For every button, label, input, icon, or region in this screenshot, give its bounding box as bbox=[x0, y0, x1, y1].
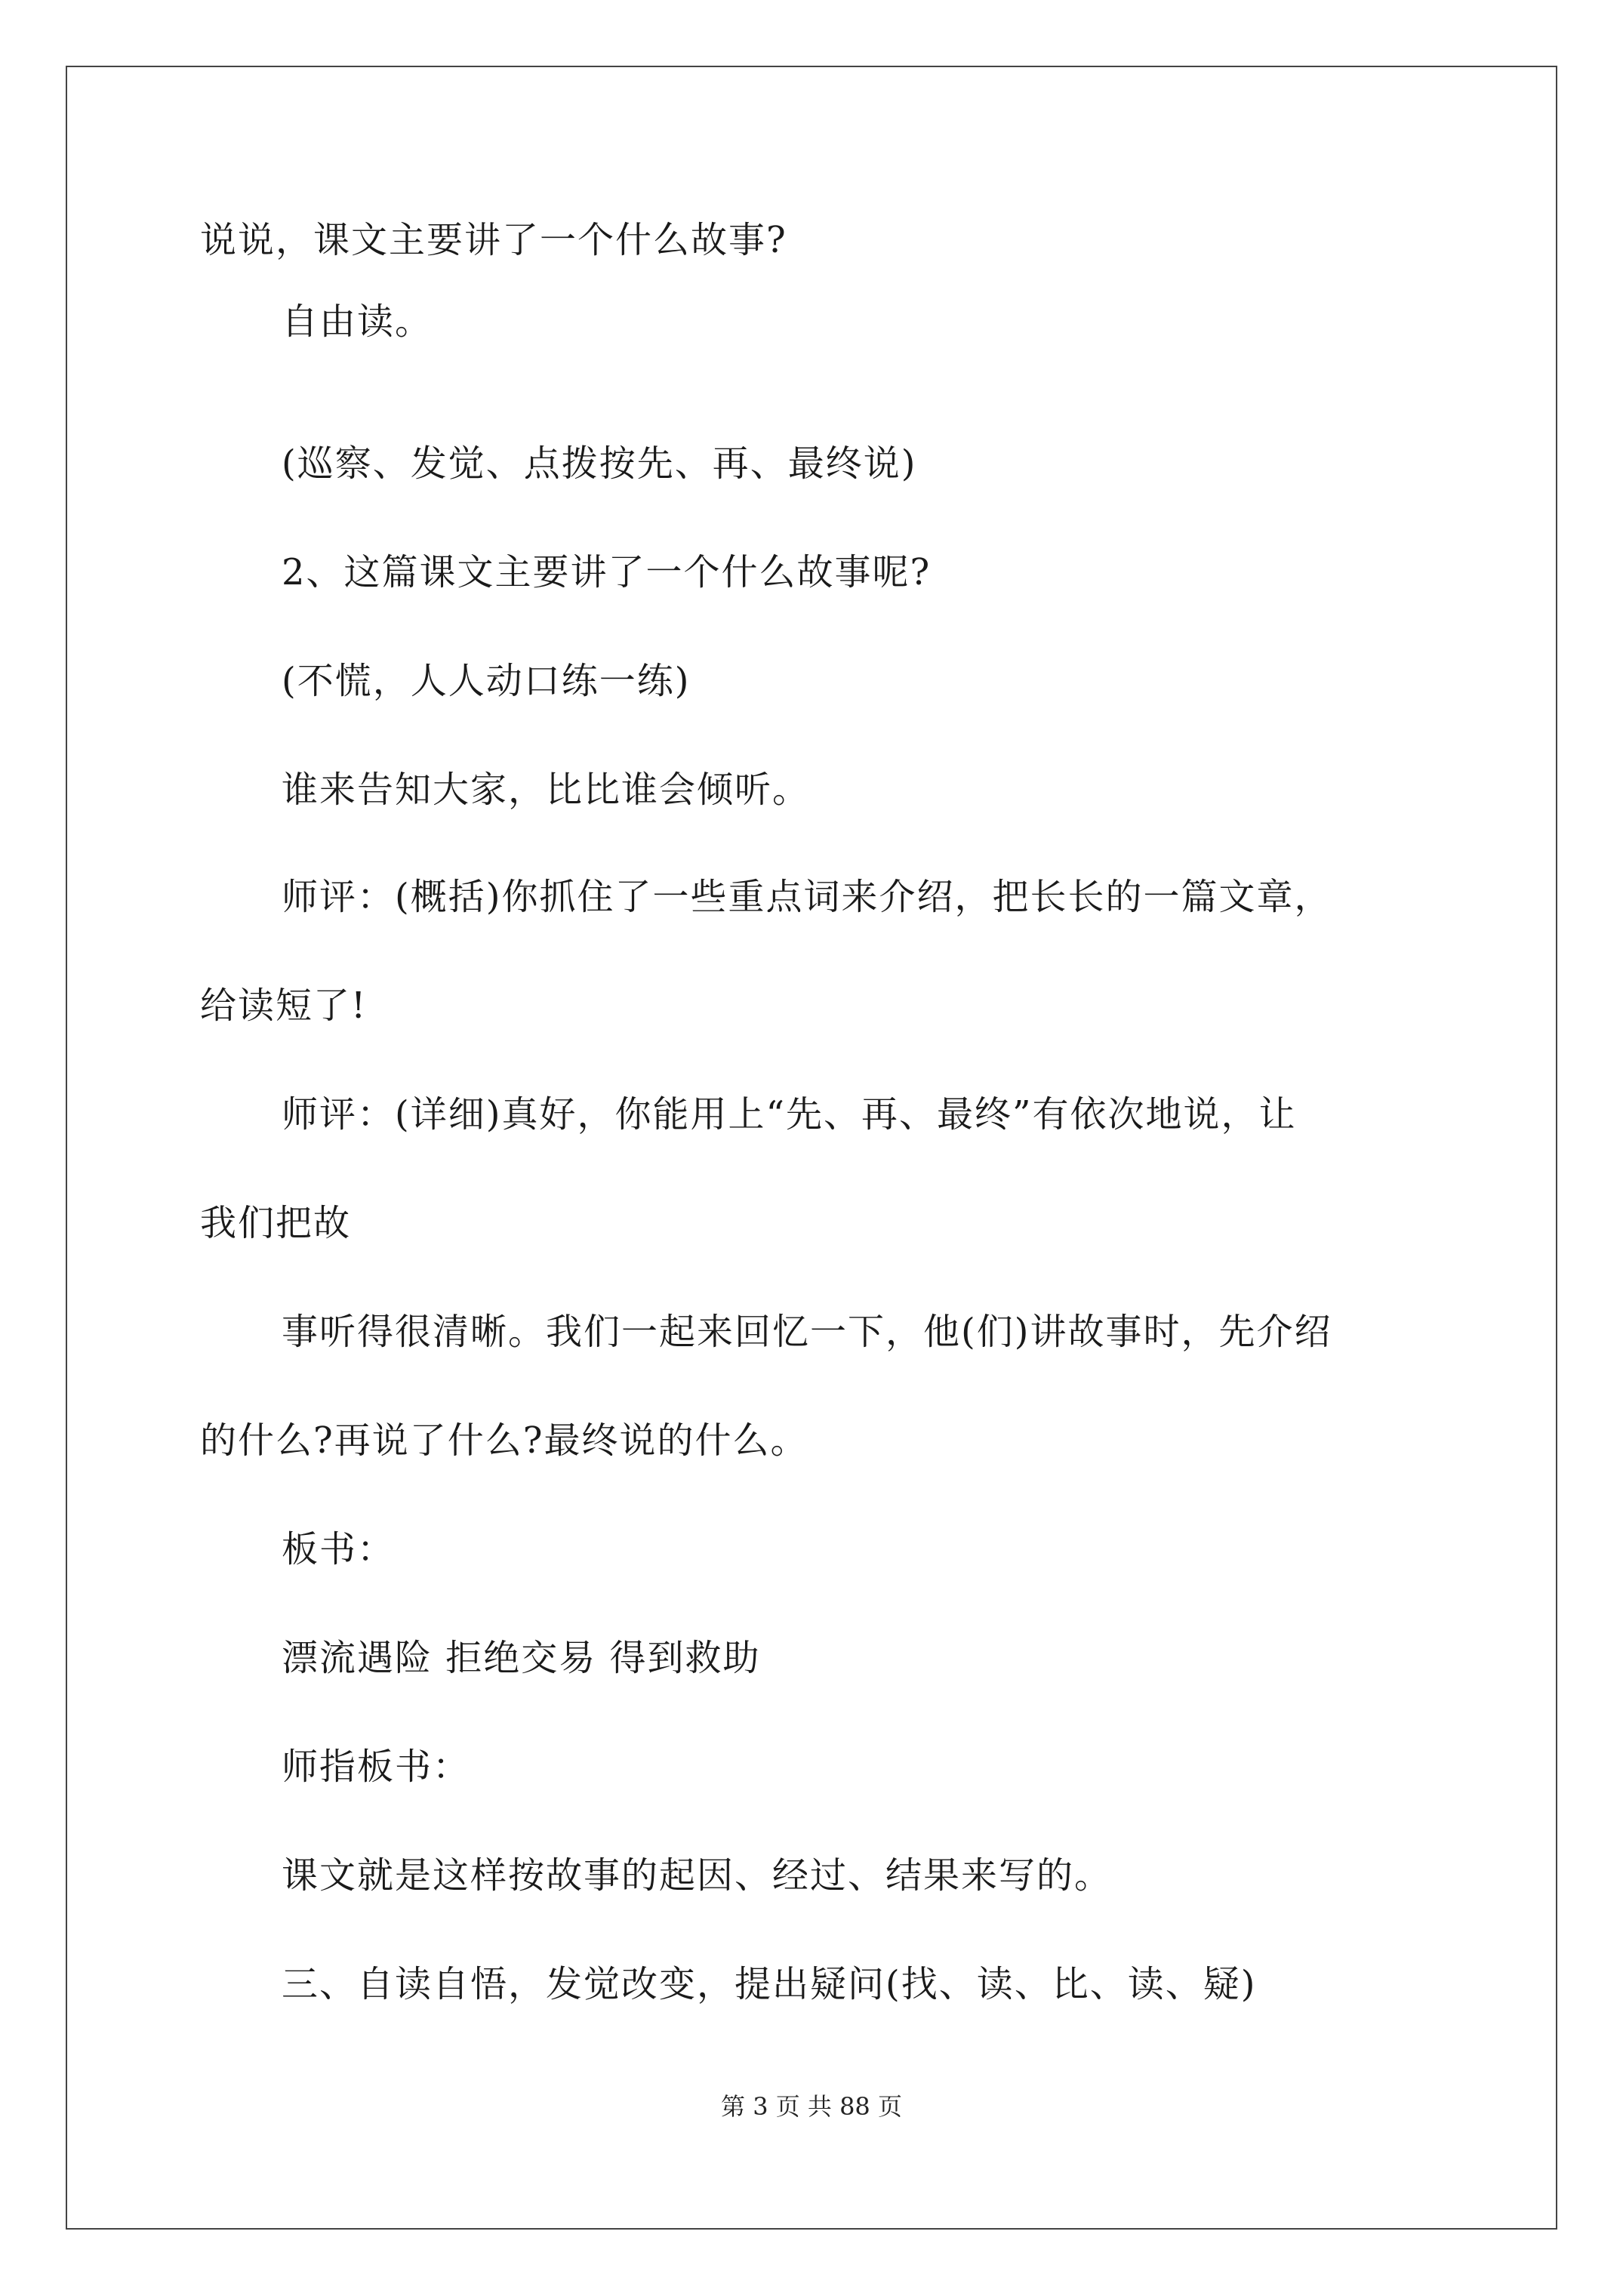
paragraph-8: 师评：(详细)真好，你能用上“先、再、最终”有依次地说，让 bbox=[282, 1093, 1297, 1136]
paragraph-5: (不慌，人人动口练一练) bbox=[282, 660, 691, 702]
paragraph-11: 漂流遇险 拒绝交易 得到救助 bbox=[282, 1637, 761, 1679]
paragraph-2: 自由读。 bbox=[282, 300, 433, 343]
paragraph-3: (巡察、发觉、点拨按先、再、最终说) bbox=[282, 442, 917, 485]
paragraph-14: 三、自读自悟，发觉改变，提出疑问(找、读、比、读、疑) bbox=[282, 1963, 1257, 2005]
paragraph-7: 师评：(概括)你抓住了一些重点词来介绍，把长长的一篇文章， bbox=[282, 876, 1332, 918]
paragraph-4: 2、这篇课文主要讲了一个什么故事呢? bbox=[282, 551, 932, 593]
page-border bbox=[66, 66, 1557, 2230]
paragraph-7-continued: 给读短了! bbox=[200, 985, 368, 1027]
paragraph-9: 事听得很清晰。我们一起来回忆一下，他(们)讲故事时，先介绍 bbox=[282, 1311, 1332, 1353]
paragraph-10: 板书： bbox=[282, 1528, 396, 1570]
paragraph-9-continued: 的什么?再说了什么?最终说的什么。 bbox=[200, 1419, 808, 1462]
paragraph-6: 谁来告知大家，比比谁会倾听。 bbox=[282, 769, 811, 811]
paragraph-1: 说说，课文主要讲了一个什么故事? bbox=[200, 219, 787, 261]
paragraph-8-continued: 我们把故 bbox=[200, 1202, 352, 1244]
paragraph-13: 课文就是这样按故事的起因、经过、结果来写的。 bbox=[282, 1854, 1113, 1897]
page-number-footer: 第 3 页 共 88 页 bbox=[721, 2092, 902, 2121]
paragraph-12: 师指板书： bbox=[282, 1746, 471, 1788]
